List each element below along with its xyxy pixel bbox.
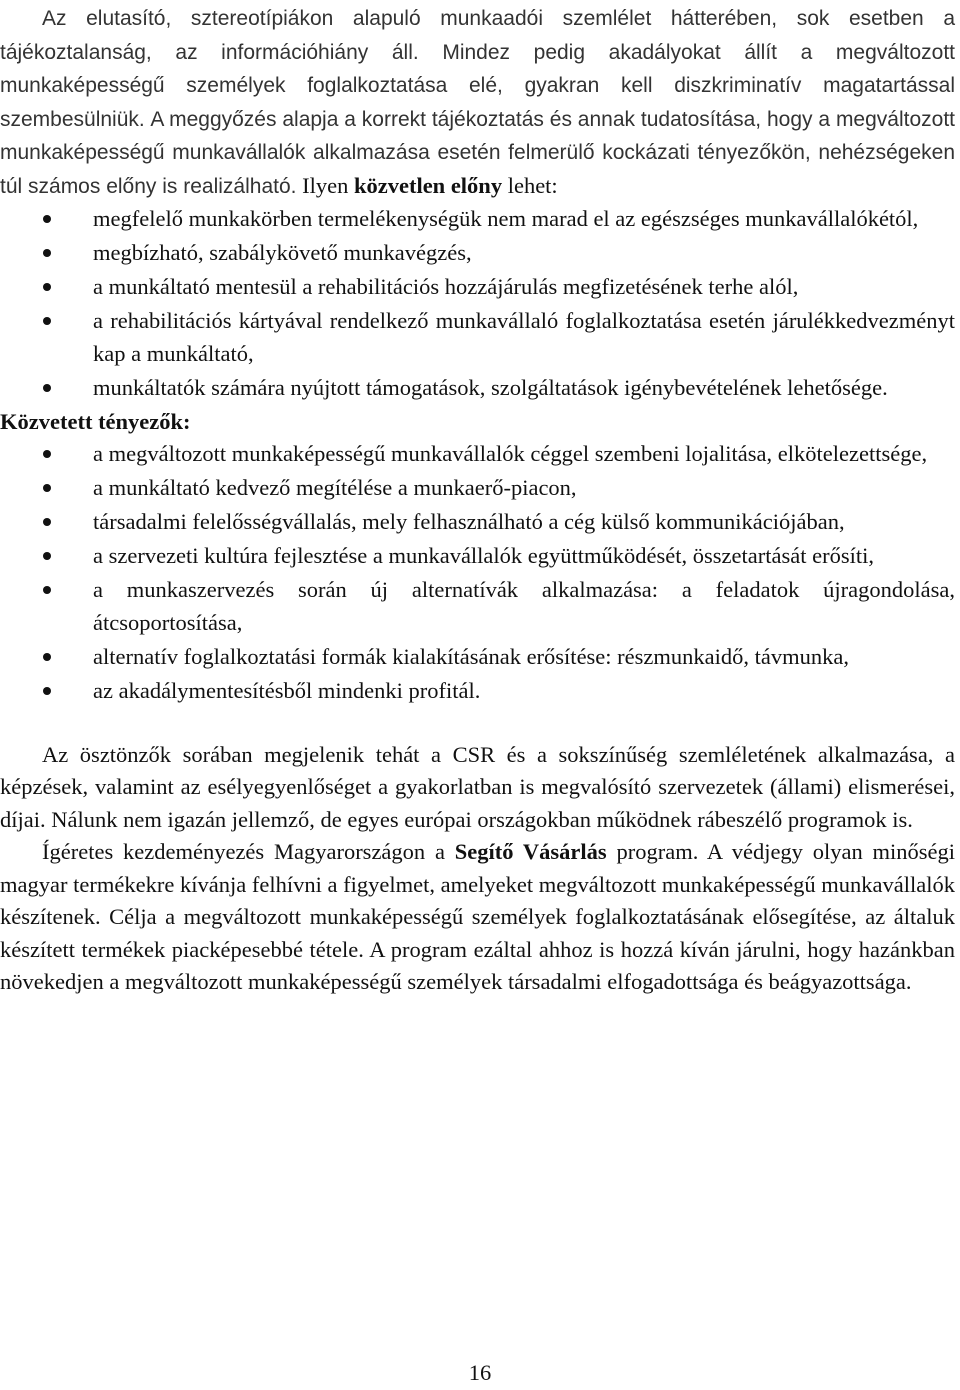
- direct-benefits-list: [0, 203, 955, 404]
- bullet-icon: [43, 518, 51, 526]
- intro-sentence-3-pre: Ilyen: [302, 172, 349, 198]
- direct-benefit-term: közvetlen előny: [353, 172, 503, 198]
- bullet-icon: [43, 552, 51, 560]
- list-item: a szervezeti kultúra fejlesztése a munkavállalók együttműködését, összetartását erősíti,: [0, 540, 955, 573]
- list-item: munkáltatók számára nyújtott támogatások, szolgáltatások igénybevételének lehetősége.: [0, 372, 955, 405]
- list-item: a munkáltató mentesül a rehabilitációs hozzájárulás megfizetésének terhe alól,: [0, 271, 955, 304]
- indirect-factors-list: [0, 438, 955, 707]
- csr-paragraph: Az ösztönzők sorában megjelenik tehát a CSR és a sokszínűség szemléletének alkalmazása, a képzések, valamint az esélyegyenlőséget a gyakorlatban is megvalósító szervezetek (állami) elismerései, díjai. Nálunk nem igazán jellemző, de egyes európai országokban működnek rábeszélő programok is.: [0, 741, 955, 832]
- list-item: megbízható, szabálykövető munkavégzés,: [0, 237, 955, 270]
- bullet-icon: [43, 484, 51, 492]
- bullet-icon: [43, 317, 51, 325]
- list-item: a munkaszervezés során új alternatívák alkalmazása: a feladatok újragondolása, átcsoportosítása,: [0, 574, 955, 639]
- bullet-icon: [43, 283, 51, 291]
- segito-vasarlas-paragraph: Ígéretes kezdeményezés Magyarországon a Segítő Vásárlás program. A védjegy olyan minőségi magyar termékekre kívánja felhívni a figyelmet, amelyeket megváltozott munkaképességű munkavállalók készítenek. Célja a megváltozott munkaképességű személyek foglalkoztatásának elősegítése, az általuk készített termékek piacképesebbé tétele. A program ezáltal ahhoz is hozzá kíván járulni, hogy hazánkban növekedjen a megváltozott munkaképességű személyek társadalmi elfogadottsága és beágyazottsága.: [0, 839, 956, 994]
- list-item: megfelelő munkakörben termelékenységük nem marad el az egészséges munkavállalókétól,: [0, 203, 955, 236]
- intro-sentence-3-post: lehet:: [507, 172, 558, 198]
- bullet-icon: [43, 653, 51, 661]
- intro-sentence-1: Az elutasító, sztereotípiákon alapuló munkaadói szemlélet hátterében, sok esetben a tájékoztalanság, az információhiány áll. Mindez pedig akadályokat állít a megváltozott munkaképességű személyek foglalkoztatása elé, gyakran kell diszkriminatív magatartással szembesülniük.: [0, 7, 955, 131]
- bullet-icon: [43, 215, 51, 223]
- program-name: Segítő Vásárlás: [454, 839, 607, 864]
- page-number: 16: [468, 1360, 492, 1385]
- intro-paragraph: [0, 0, 955, 203]
- bullet-icon: [43, 450, 51, 458]
- bullet-icon: [43, 384, 51, 392]
- list-item: társadalmi felelősségvállalás, mely felhasználható a cég külső kommunikációjában,: [0, 506, 955, 539]
- list-item: a munkáltató kedvező megítélése a munkaerő-piacon,: [0, 472, 955, 505]
- intro-sentence-2: A meggyőzés alapja a korrekt tájékoztatás és annak tudatosítása, hogy a megváltozott munkaképességű munkavállalók alkalmazása esetén felmerülő kockázati tényezőkön, nehézségeken túl számos előny is realizálható.: [0, 107, 955, 198]
- list-item: alternatív foglalkoztatási formák kialakításának erősítése: részmunkaidő, távmunka,: [0, 641, 955, 674]
- bullet-icon: [43, 586, 51, 594]
- paragraph-spacer: [0, 709, 955, 739]
- bullet-icon: [43, 687, 51, 695]
- bullet-icon: [43, 249, 51, 257]
- list-item: az akadálymentesítésből mindenki profitál.: [0, 675, 955, 708]
- list-item: a rehabilitációs kártyával rendelkező munkavállaló foglalkoztatása esetén járulékkedvezményt kap a munkáltató,: [0, 305, 955, 370]
- indirect-factors-heading: Közvetett tényezők:: [0, 408, 191, 434]
- list-item: a megváltozott munkaképességű munkavállalók céggel szembeni lojalitása, elkötelezettsége,: [0, 438, 955, 471]
